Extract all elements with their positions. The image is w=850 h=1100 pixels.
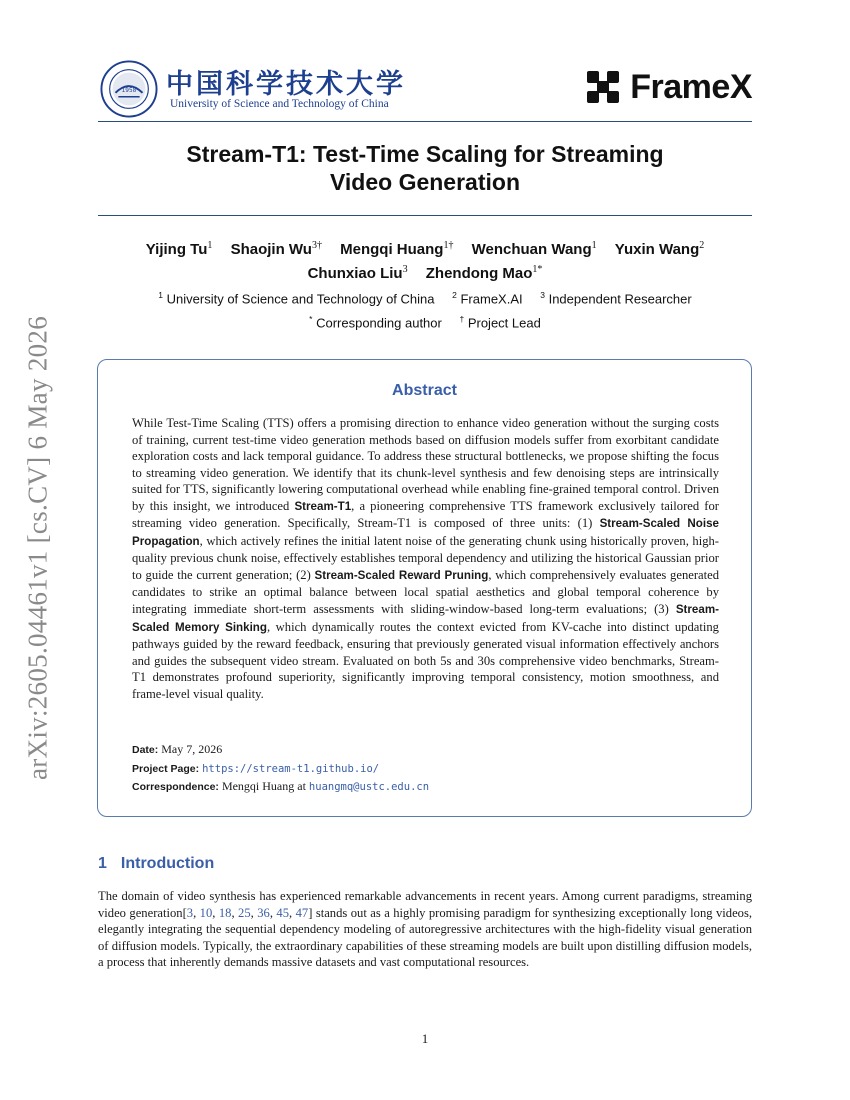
citation-link[interactable]: 18 [218, 905, 232, 920]
ustc-seal-logo [100, 60, 158, 118]
affiliation-row [98, 285, 752, 309]
citation-link[interactable]: 47 [295, 905, 309, 920]
author: Yijing Tu$^1$ [145, 240, 213, 258]
author-row-2 [98, 260, 752, 284]
citation-link[interactable]: 25 [238, 905, 251, 920]
title-line-2: Video Generation [329, 169, 520, 195]
author-note: * Corresponding author [309, 314, 442, 331]
project-page-link[interactable]: https://stream-t1.github.io/ [202, 762, 380, 775]
author: Chunxiao Liu$^3$ [307, 264, 408, 282]
affiliation: $^1$ University of Science and Technology of China [158, 290, 435, 307]
page-header [98, 58, 752, 122]
method-name: Stream-T1 [294, 499, 352, 513]
framex-mark-icon [586, 70, 620, 104]
affiliations [98, 285, 752, 334]
author: Zhendong Mao$^{1*}$ [425, 264, 543, 282]
affiliation: $^3$ Independent Researcher [540, 290, 692, 307]
title-divider [98, 215, 752, 216]
affiliation: $^2$ FrameX.AI [452, 290, 523, 307]
paper-metadata [132, 741, 719, 797]
introduction-paragraph: The domain of video synthesis has experienced remarkable advancements in recent years. Among current paradigms, streaming video generation[3, 10, 18, 25, 36, 45, 47] stands out as a highly promising paradigm for synthesizing exceptionally long videos, elegantly integrating the sequential dependency modeling of autoregressive architectures with the high-fidelity visual generation of diffusion models. Typically, the extraordinary capabilities of these streaming models are built upon distilling diffusion models, a process that inherently demands massive datasets and vast computational resources. [98, 889, 753, 970]
page-number: 1 [421, 1031, 429, 1046]
date-row: Date: May 7, 2026 [132, 742, 223, 756]
title-line-1: Stream-T1: Test-Time Scaling for Streaming [186, 141, 664, 167]
seal-year: 1958 [121, 87, 137, 94]
author: Wenchuan Wang$^1$ [471, 240, 597, 258]
author-list [98, 236, 752, 284]
citation-link[interactable]: 36 [257, 905, 270, 920]
author-note: † Project Lead [459, 314, 541, 331]
framex-wordmark: FrameX [630, 67, 752, 106]
unit-name: Stream-Scaled Noise Propagation [132, 517, 720, 548]
header-divider [98, 121, 752, 122]
section-heading-introduction: 1 Introduction [98, 855, 215, 872]
university-name-chinese: 中国科学技术大学 [166, 69, 406, 100]
abstract-body: While Test-Time Scaling (TTS) offers a promising direction to enhance video generation without the surging costs of training, current test-time video generation methods based on diffusion models suffer from exorbitant candidate exploration costs and lack temporal guidance. To address these structural bottlenecks, we propose shifting the focus to streaming video generation. We identify that its chunk-level synthesis and few denoising steps are intrinsically suited for TTS, significantly lowering computational overhead while enabling fine-grained temporal control. Driven by this insight, we introduced Stream-T1, a pioneering comprehensive TTS framework exclusively tailored for streaming video generation. Specifically, Stream-T1 is composed of three units: (1) Stream-Scaled Noise Propagation, which actively refines the initial latent noise of the generating chunk using historically proven, high-quality previous chunk noise, effectively establishes temporal dependency and utilizing the historical Gaussian prior to guide the current generation; (2) Stream-Scaled Reward Pruning, which comprehensively evaluates generated candidates to strike an optimal balance between local spatial aesthetics and global temporal coherence by integrating immediate short-term assessments with sliding-window-based long-term evaluations; (3) Stream-Scaled Memory Sinking, which dynamically routes the context evicted from KV-cache into distinct updating pathways guided by the reward feedback, ensuring that previously generated visual information effectively anchors and guides the subsequent video stream. Evaluated on both 5s and 30s comprehensive video benchmarks, Stream-T1 demonstrates profound superiority, significantly improving temporal consistency, motion smoothness, and frame-level visual quality. [132, 416, 720, 701]
author: Yuxin Wang$^2$ [614, 240, 705, 258]
university-name-english: University of Science and Technology of China [170, 98, 389, 110]
project-page-row: Project Page: https://stream-t1.github.io/ [132, 762, 380, 775]
citation-link[interactable]: 45 [276, 905, 289, 920]
unit-name: Stream-Scaled Reward Pruning [314, 568, 489, 582]
abstract-box [97, 359, 752, 817]
citation-link[interactable]: 10 [199, 905, 213, 920]
author-row-1 [98, 236, 752, 260]
citation-link[interactable]: 3 [186, 905, 194, 920]
abstract-heading: Abstract [392, 382, 457, 399]
paper-title [98, 140, 752, 196]
author-notes-row [98, 309, 752, 333]
author: Shaojin $Wu^{3\dagger}$ [230, 240, 322, 258]
author: Mengqi Huang$^{1\dagger}$ [340, 240, 454, 258]
framex-logo [586, 67, 752, 106]
unit-name: Stream-Scaled Memory Sinking [132, 603, 719, 634]
correspondence-row: Correspondence: Mengqi Huang at huangmq@ustc.edu.cn [132, 779, 430, 793]
arxiv-identifier: arXiv:2605.04461v1 [cs.CV] 6 May 2026 [22, 315, 53, 781]
correspondence-email-link[interactable]: huangmq@ustc.edu.cn [308, 781, 430, 793]
